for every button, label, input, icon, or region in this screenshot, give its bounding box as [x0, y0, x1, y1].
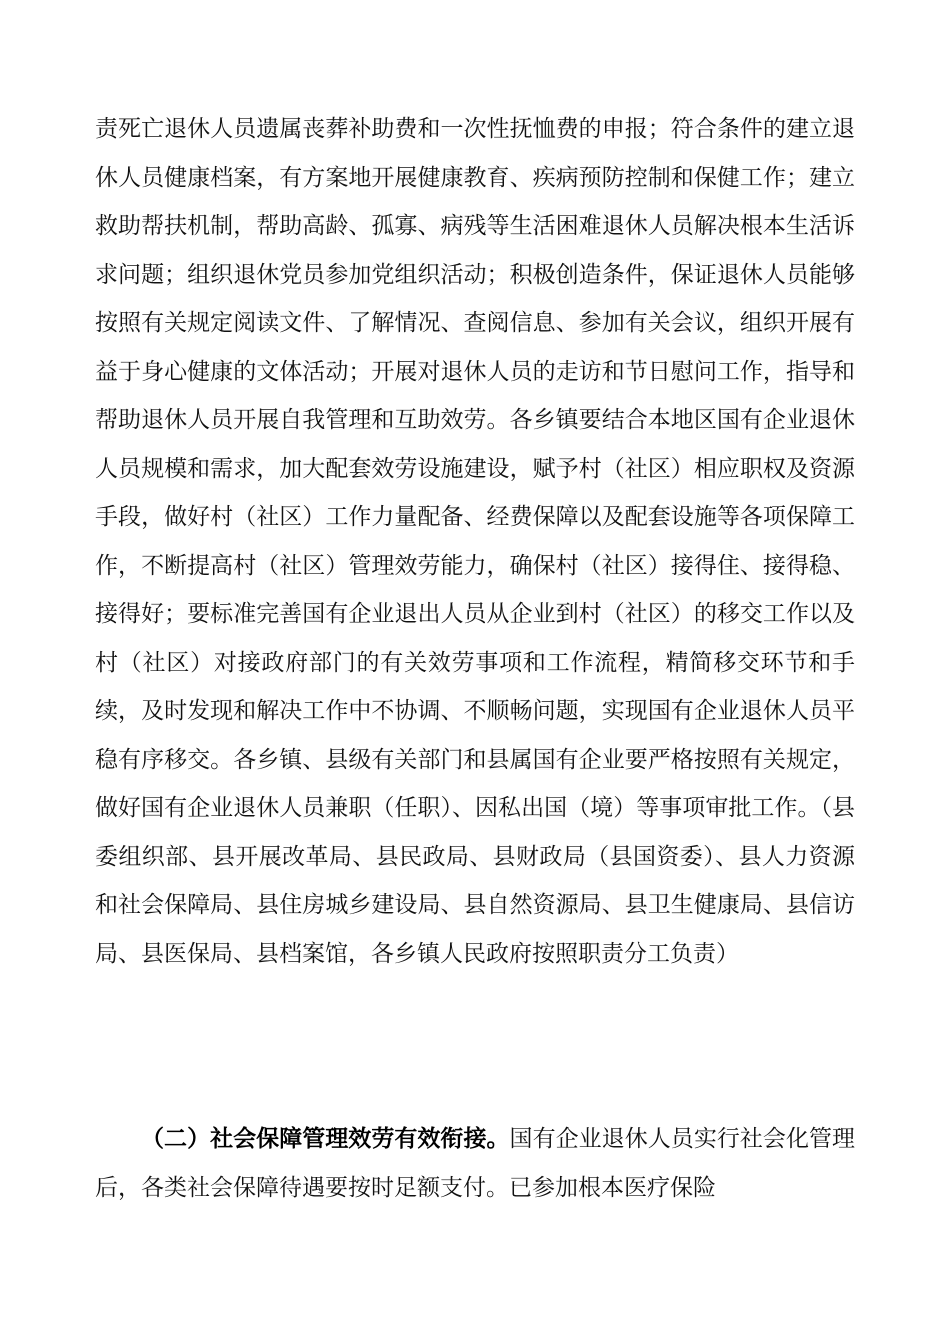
- section-paragraph: [95, 1115, 855, 1212]
- body-paragraph: 责死亡退休人员遗属丧葬补助费和一次性抚恤费的申报；符合条件的建立退休人员健康档案，有方案地开展健康教育、疾病预防控制和保健工作；建立救助帮扶机制，帮助高龄、孤寡、病残等生活困难退休人员解决根本生活诉求问题；组织退休党员参加党组织活动；积极创造条件，保证退休人员能够按照有关规定阅读文件、了解情况、查阅信息、参加有关会议，组织开展有益于身心健康的文体活动；开展对退休人员的走访和节日慰问工作，指导和帮助退休人员开展自我管理和互助效劳。各乡镇要结合本地区国有企业退休人员规模和需求，加大配套效劳设施建设，赋予村（社区）相应职权及资源手段，做好村（社区）工作力量配备、经费保障以及配套设施等各项保障工作，不断提高村（社区）管理效劳能力，确保村（社区）接得住、接得稳、接得好；要标准完善国有企业退出人员从企业到村（社区）的移交工作以及村（社区）对接政府部门的有关效劳事项和工作流程，精简移交环节和手续，及时发现和解决工作中不协调、不顺畅问题，实现国有企业退休人员平稳有序移交。各乡镇、县级有关部门和县属国有企业要严格按照有关规定，做好国有企业退休人员兼职（任职）、因私出国（境）等事项审批工作。（县委组织部、县开展改革局、县民政局、县财政局（县国资委）、县人力资源和社会保障局、县住房城乡建设局、县自然资源局、县卫生健康局、县信访局、县医保局、县档案馆，各乡镇人民政府按照职责分工负责）: [95, 116, 855, 967]
- section-body-text: 国有企业退休人员实行社会化管理后，各类社会保障待遇要按时足额支付。已参加根本医疗保险: [95, 1126, 856, 1201]
- section-heading: （二）社会保障管理效劳有效衔接。: [141, 1125, 510, 1152]
